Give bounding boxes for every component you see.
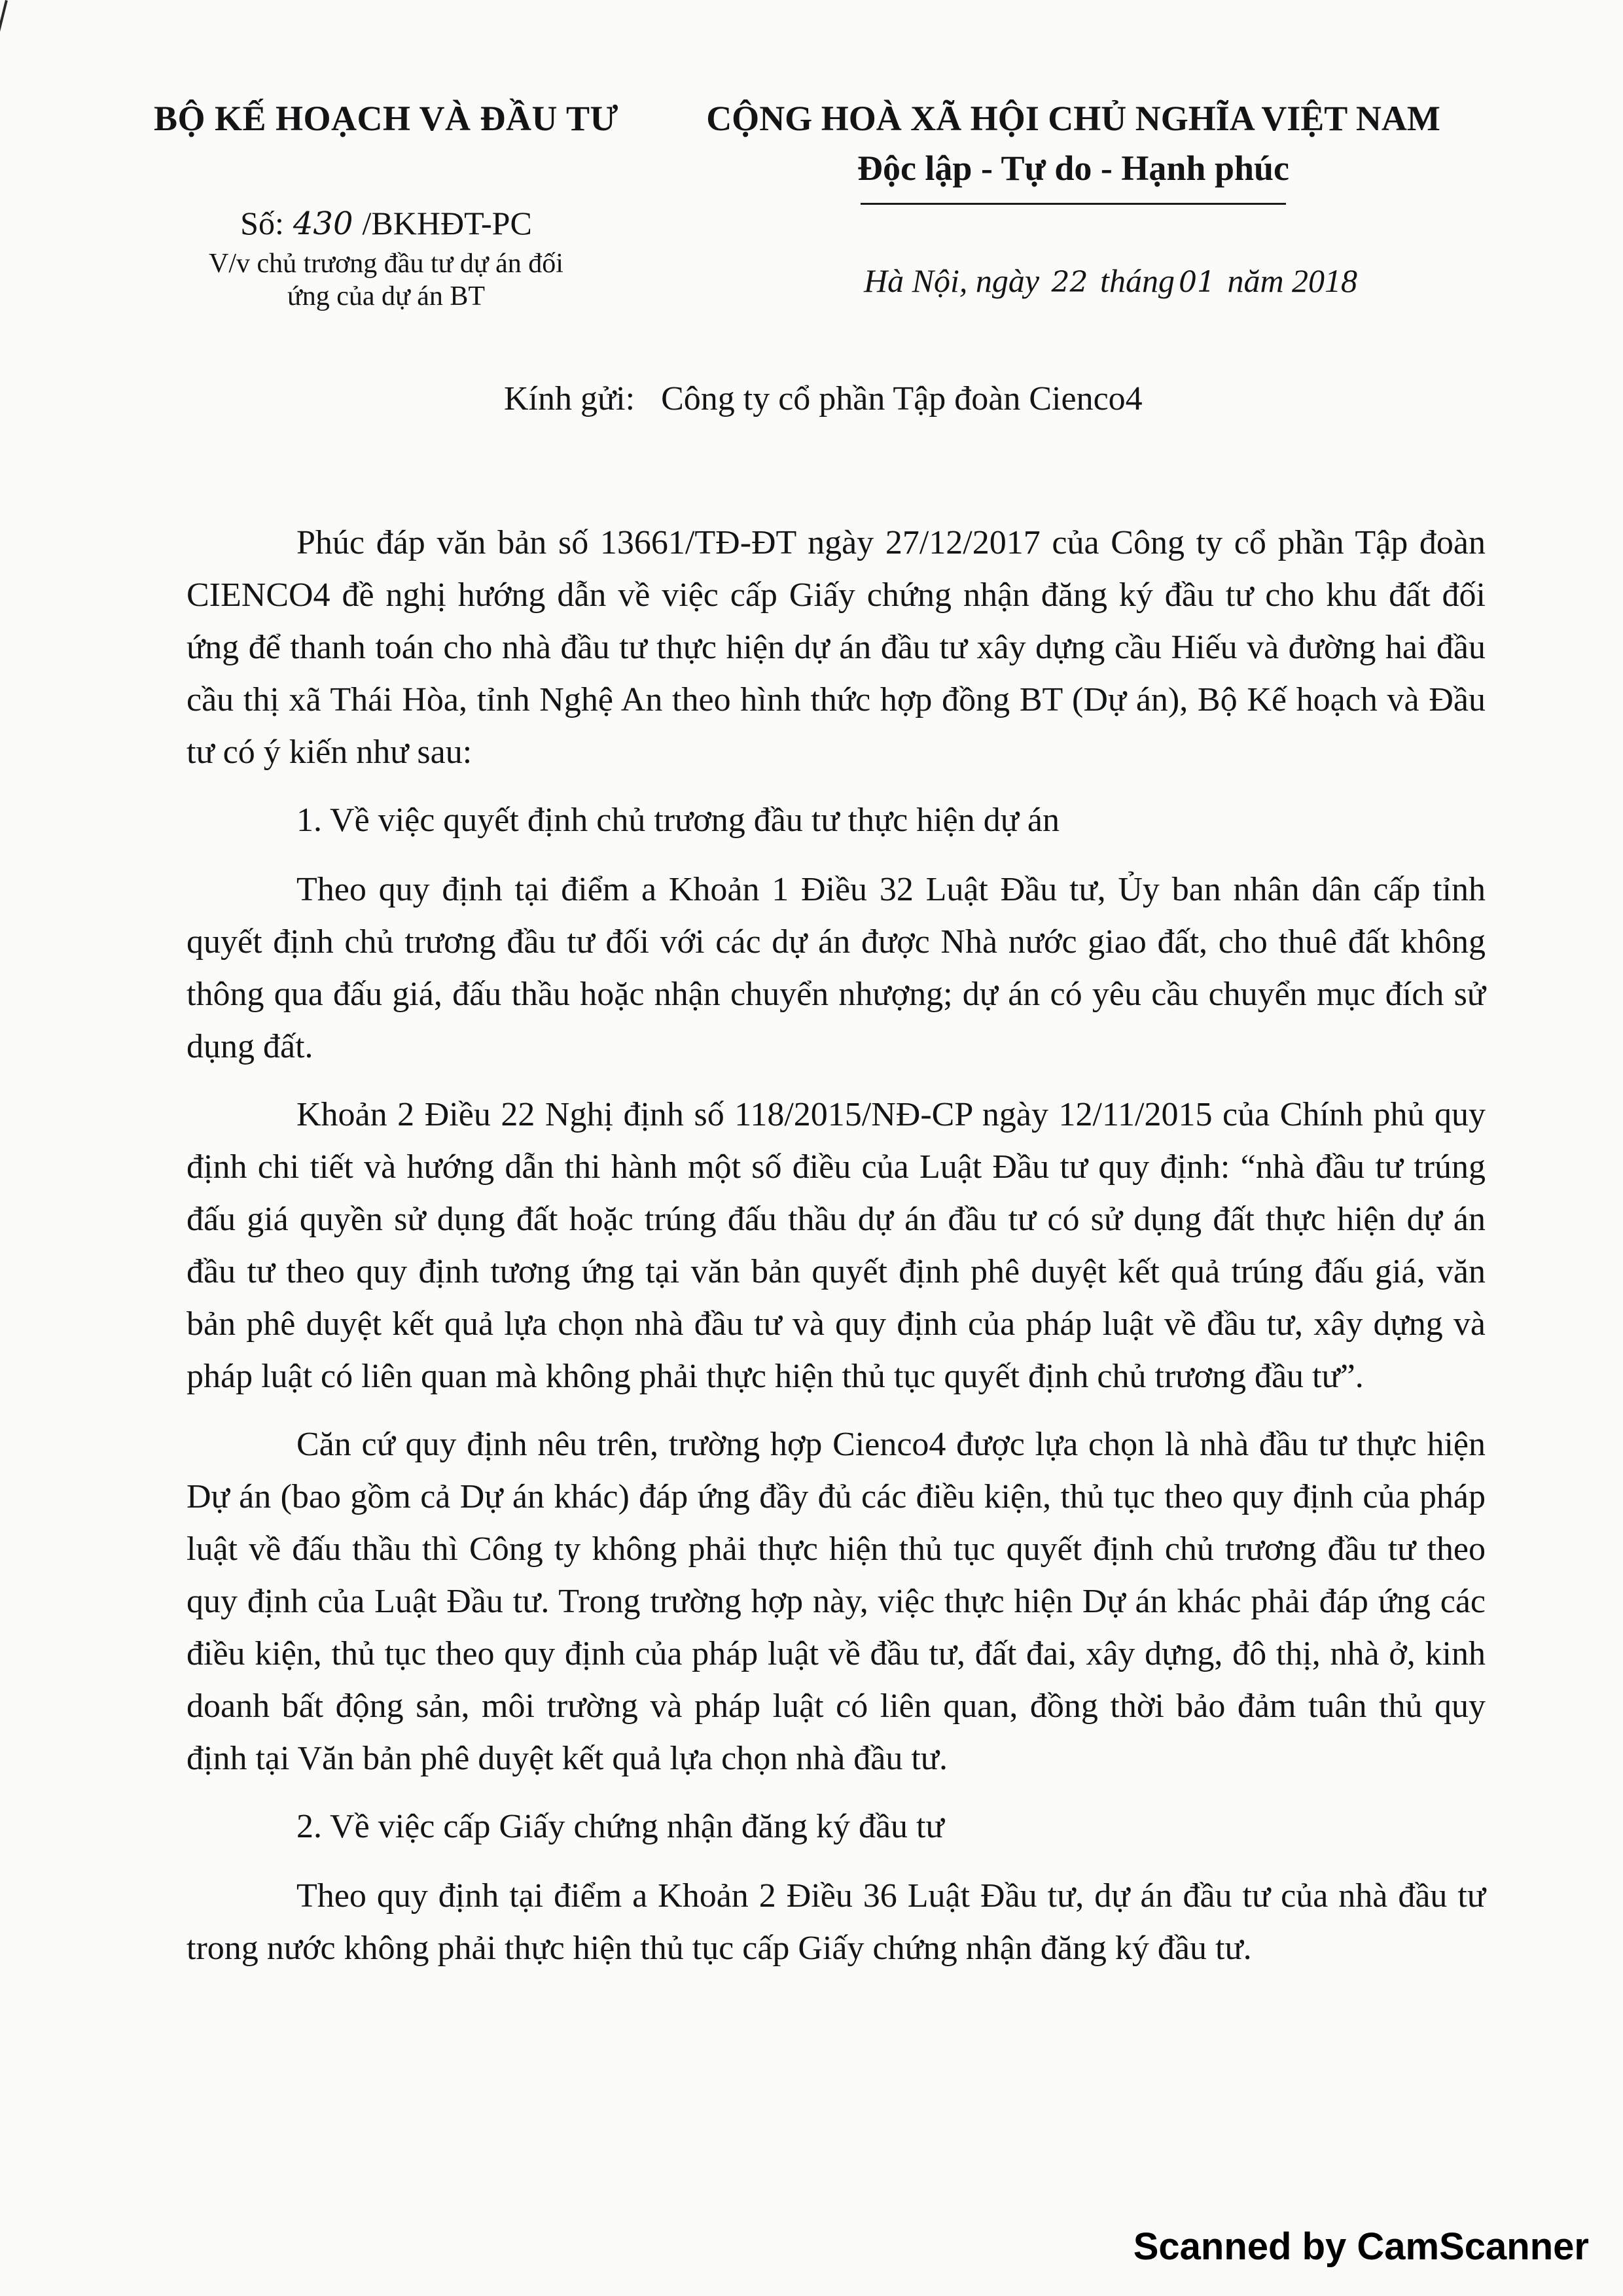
document-number — [105, 204, 668, 242]
date-month-handwritten: 01 — [1178, 266, 1215, 299]
paragraph-article-32: Theo quy định tại điểm a Khoản 1 Điều 32 Luật Đầu tư, Ủy ban nhân dân cấp tỉnh quyết định chủ trương đầu tư đối với các dự án được Nhà nước giao đất, cho thuê đất không thông qua đấu giá, đấu thầu hoặc nhận chuyển nhượng; dự án có yêu cầu chuyển mục đích sử dụng đất. — [187, 871, 1486, 1065]
date-day-handwritten: 22 — [1051, 266, 1088, 299]
paragraph-article-36: Theo quy định tại điểm a Khoản 2 Điều 36 Luật Đầu tư, dự án đầu tư của nhà đầu tư trong nước không phải thực hiện thủ tục cấp Giấy chứng nhận đăng ký đầu tư. — [187, 1877, 1486, 1967]
section-heading-2: 2. Về việc cấp Giấy chứng nhận đăng ký đầu tư — [296, 1808, 944, 1845]
letter-body — [187, 517, 1486, 1990]
date-place: Hà Nội, ngày — [864, 262, 1040, 299]
paragraph-decree-118: Khoản 2 Điều 22 Nghị định số 118/2015/NĐ-CP ngày 12/11/2015 của Chính phủ quy định chi tiết và hướng dẫn thi hành một số điều của Luật Đầu tư quy định: “nhà đầu tư trúng đấu giá quyền sử dụng đất hoặc trúng đấu thầu dự án đầu tư có sử dụng đất thực hiện dự án đầu tư theo quy định tương ứng tại văn bản quyết định phê duyệt kết quả trúng đấu giá, văn bản phê duyệt kết quả lựa chọn nhà đầu tư và quy định của pháp luật về đầu tư, xây dựng và pháp luật có liên quan mà không phải thực hiện thủ tục quyết định chủ trương đầu tư”. — [187, 1096, 1486, 1395]
issuing-agency-block — [105, 98, 668, 313]
doc-number-handwritten: 430 — [293, 205, 353, 242]
subject-line-1: V/v chủ trương đầu tư dự án đối — [209, 249, 563, 279]
place-and-date — [864, 262, 1357, 300]
recipient-name: Công ty cổ phần Tập đoàn Cienco4 — [661, 380, 1143, 417]
national-motto: Độc lập - Tự do - Hạnh phúc — [857, 149, 1290, 188]
doc-number-suffix: /BKHĐT-PC — [362, 205, 532, 241]
national-header-block — [661, 98, 1486, 205]
nation-title: CỘNG HOÀ XÃ HỘI CHỦ NGHĨA VIỆT NAM — [706, 99, 1440, 138]
recipient-label: Kính gửi: — [504, 380, 635, 417]
subject-line-2: ứng của dự án BT — [287, 281, 486, 312]
date-year: năm 2018 — [1227, 262, 1358, 299]
agency-name: BỘ KẾ HOẠCH VÀ ĐẦU TƯ — [153, 99, 619, 138]
paragraph-conclusion: Căn cứ quy định nêu trên, trường hợp Cienco4 được lựa chọn là nhà đầu tư thực hiện Dự án (bao gồm cả Dự án khác) đáp ứng đầy đủ các điều kiện, thủ tục theo quy định của pháp luật về đấu thầu thì Công ty không phải thực hiện thủ tục quyết định chủ trương đầu tư theo quy định của Luật Đầu tư. Trong trường hợp này, việc thực hiện Dự án khác phải đáp ứng các điều kiện, thủ tục theo quy định của pháp luật về đầu tư, đất đai, xây dựng, đô thị, nhà ở, kinh doanh bất động sản, môi trường và pháp luật có liên quan, đồng thời bảo đảm tuân thủ quy định tại Văn bản phê duyệt kết quả lựa chọn nhà đầu tư. — [187, 1426, 1486, 1777]
doc-number-label: Số: — [240, 205, 284, 241]
scanner-watermark: Scanned by CamScanner — [1133, 2225, 1589, 2268]
pen-stroke-mark — [0, 0, 8, 160]
date-month-label: tháng — [1100, 262, 1175, 299]
paragraph-reply: Phúc đáp văn bản số 13661/TĐ-ĐT ngày 27/12/2017 của Công ty cổ phần Tập đoàn CIENCO4 đề nghị hướng dẫn về việc cấp Giấy chứng nhận đăng ký đầu tư cho khu đất đối ứng để thanh toán cho nhà đầu tư thực hiện dự án đầu tư xây dựng cầu Hiếu và đường hai đầu cầu thị xã Thái Hòa, tỉnh Nghệ An theo hình thức hợp đồng BT (Dự án), Bộ Kế hoạch và Đầu tư có ý kiến như sau: — [187, 524, 1486, 771]
recipient-line — [504, 380, 1143, 418]
motto-underline — [861, 203, 1286, 205]
section-heading-1: 1. Về việc quyết định chủ trương đầu tư thực hiện dự án — [296, 802, 1060, 839]
subject-line — [105, 247, 668, 313]
